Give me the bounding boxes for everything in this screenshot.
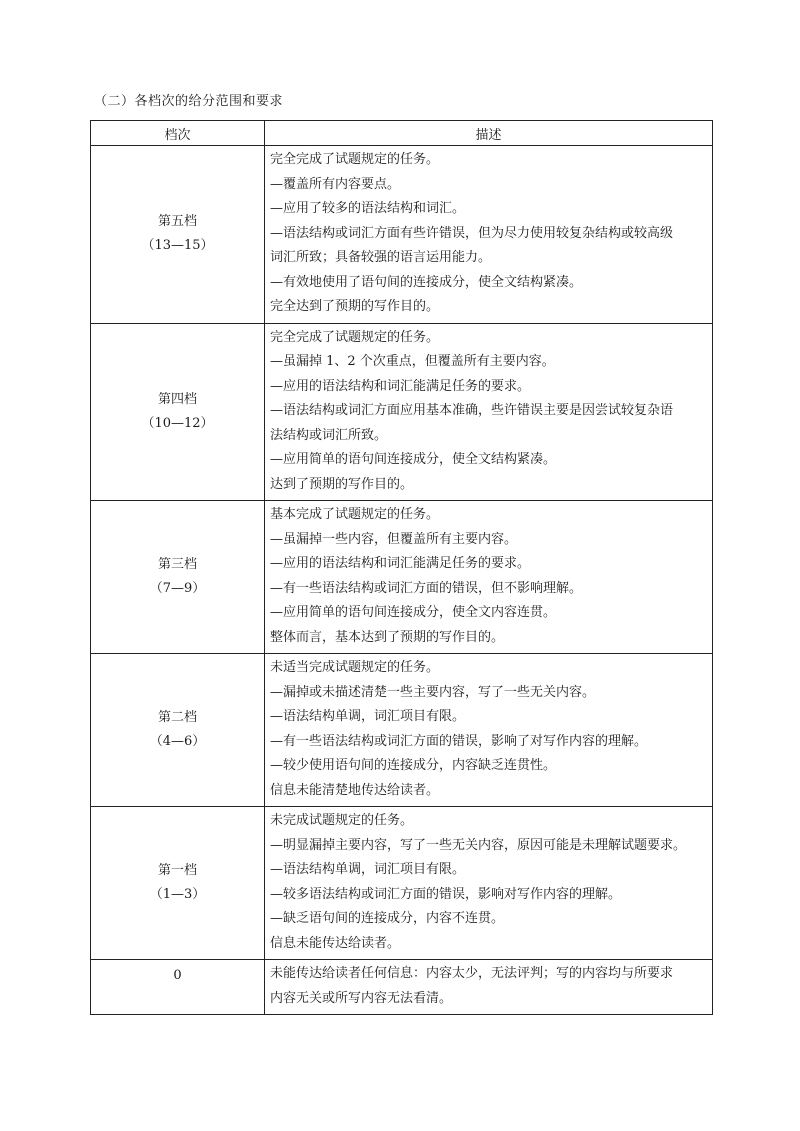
description-line: —应用简单的语句间连接成分，使全文结构紧凑。 [270,452,557,467]
description-line: 基本完成了试题规定的任务。 [270,507,440,522]
description-cell [265,501,713,654]
description-cell [265,146,713,324]
description-line: 内容无关或所写内容无法看清。 [270,990,453,1006]
table-row [91,323,713,501]
description-line: —虽漏掉一些内容，但覆盖所有主要内容。 [270,531,518,547]
level-cell [91,501,265,654]
level-cell [91,146,265,324]
description-line: —覆盖所有内容要点。 [270,176,401,192]
level-cell [91,960,265,1015]
table-row [91,146,713,324]
level-name: 0 [173,968,182,983]
description-line: 达到了预期的写作目的。 [270,476,414,492]
description-line: 信息未能清楚地传达给读者。 [270,782,440,798]
level-score-range: （13—15） [141,238,214,254]
description-line: 完全达到了预期的写作目的。 [270,299,440,314]
level-score-range: （10—12） [141,415,214,431]
description-line: —明显漏掉主要内容，写了一些无关内容，原因可能是未理解试题要求。 [270,837,687,853]
description-line: —较少使用语句间的连接成分，内容缺乏连贯性。 [270,758,557,773]
level-cell [91,807,265,960]
description-line: 整体而言，基本达到了预期的写作目的。 [270,629,505,645]
header-level: 档次 [91,121,265,146]
description-line: 完全完成了试题规定的任务。 [270,329,440,345]
description-line: —应用的语法结构和词汇能满足任务的要求。 [270,556,531,571]
description-cell [265,807,713,960]
table-header-row [91,121,713,146]
level-cell [91,323,265,501]
description-line: —应用的语法结构和词汇能满足任务的要求。 [270,378,531,394]
description-line: —语法结构或词汇方面应用基本准确，些许错误主要是因尝试较复杂语 [270,403,674,418]
level-cell [91,654,265,807]
level-score-range: （4—6） [149,734,206,749]
description-line: —有一些语法结构或词汇方面的错误，但不影响理解。 [270,580,583,596]
description-line: —语法结构或词汇方面有些许错误，但为尽力使用较复杂结构或较高级 [270,225,674,241]
table-row [91,807,713,960]
level-name: 第四档 [157,391,197,407]
description-line: —缺乏语句间的连接成分，内容不连贯。 [270,911,505,926]
level-name: 第五档 [157,214,197,230]
description-line: —虽漏掉 1、2 个次重点，但覆盖所有主要内容。 [270,354,555,369]
description-line: 未完成试题规定的任务。 [270,813,414,828]
description-line: —应用了较多的语法结构和词汇。 [270,201,466,216]
description-line: 未适当完成试题规定的任务。 [270,660,440,675]
description-line: 词汇所致；具备较强的语言运用能力。 [270,250,492,265]
description-line: —较多语法结构或词汇方面的错误，影响对写作内容的理解。 [270,886,622,902]
table-row [91,654,713,807]
description-line: —应用简单的语句间连接成分，使全文内容连贯。 [270,605,557,620]
header-description: 描述 [265,121,713,146]
description-line: —有效地使用了语句间的连接成分，使全文结构紧凑。 [270,274,583,290]
scoring-rubric-table [90,120,713,1015]
description-line: 信息未能传达给读者。 [270,935,401,951]
table-row [91,960,713,1015]
description-cell [265,323,713,501]
table-row [91,501,713,654]
section-title: （二）各档次的给分范围和要求 [94,94,284,109]
level-score-range: （7—9） [149,581,206,596]
level-name: 第三档 [157,557,197,572]
description-line: 法结构或词汇所致。 [270,427,388,443]
level-name: 第二档 [157,710,197,725]
level-score-range: （1—3） [149,887,206,902]
description-line: 完全完成了试题规定的任务。 [270,152,440,167]
description-line: —语法结构单调，词汇项目有限。 [270,709,466,724]
description-line: 未能传达给读者任何信息：内容太少，无法评判；写的内容均与所要求 [270,966,674,981]
description-line: —漏掉或未描述清楚一些主要内容，写了一些无关内容。 [270,684,596,700]
description-line: —语法结构单调，词汇项目有限。 [270,862,466,877]
description-cell [265,960,713,1015]
description-line: —有一些语法结构或词汇方面的错误，影响了对写作内容的理解。 [270,733,648,749]
description-cell [265,654,713,807]
level-name: 第一档 [157,863,197,878]
